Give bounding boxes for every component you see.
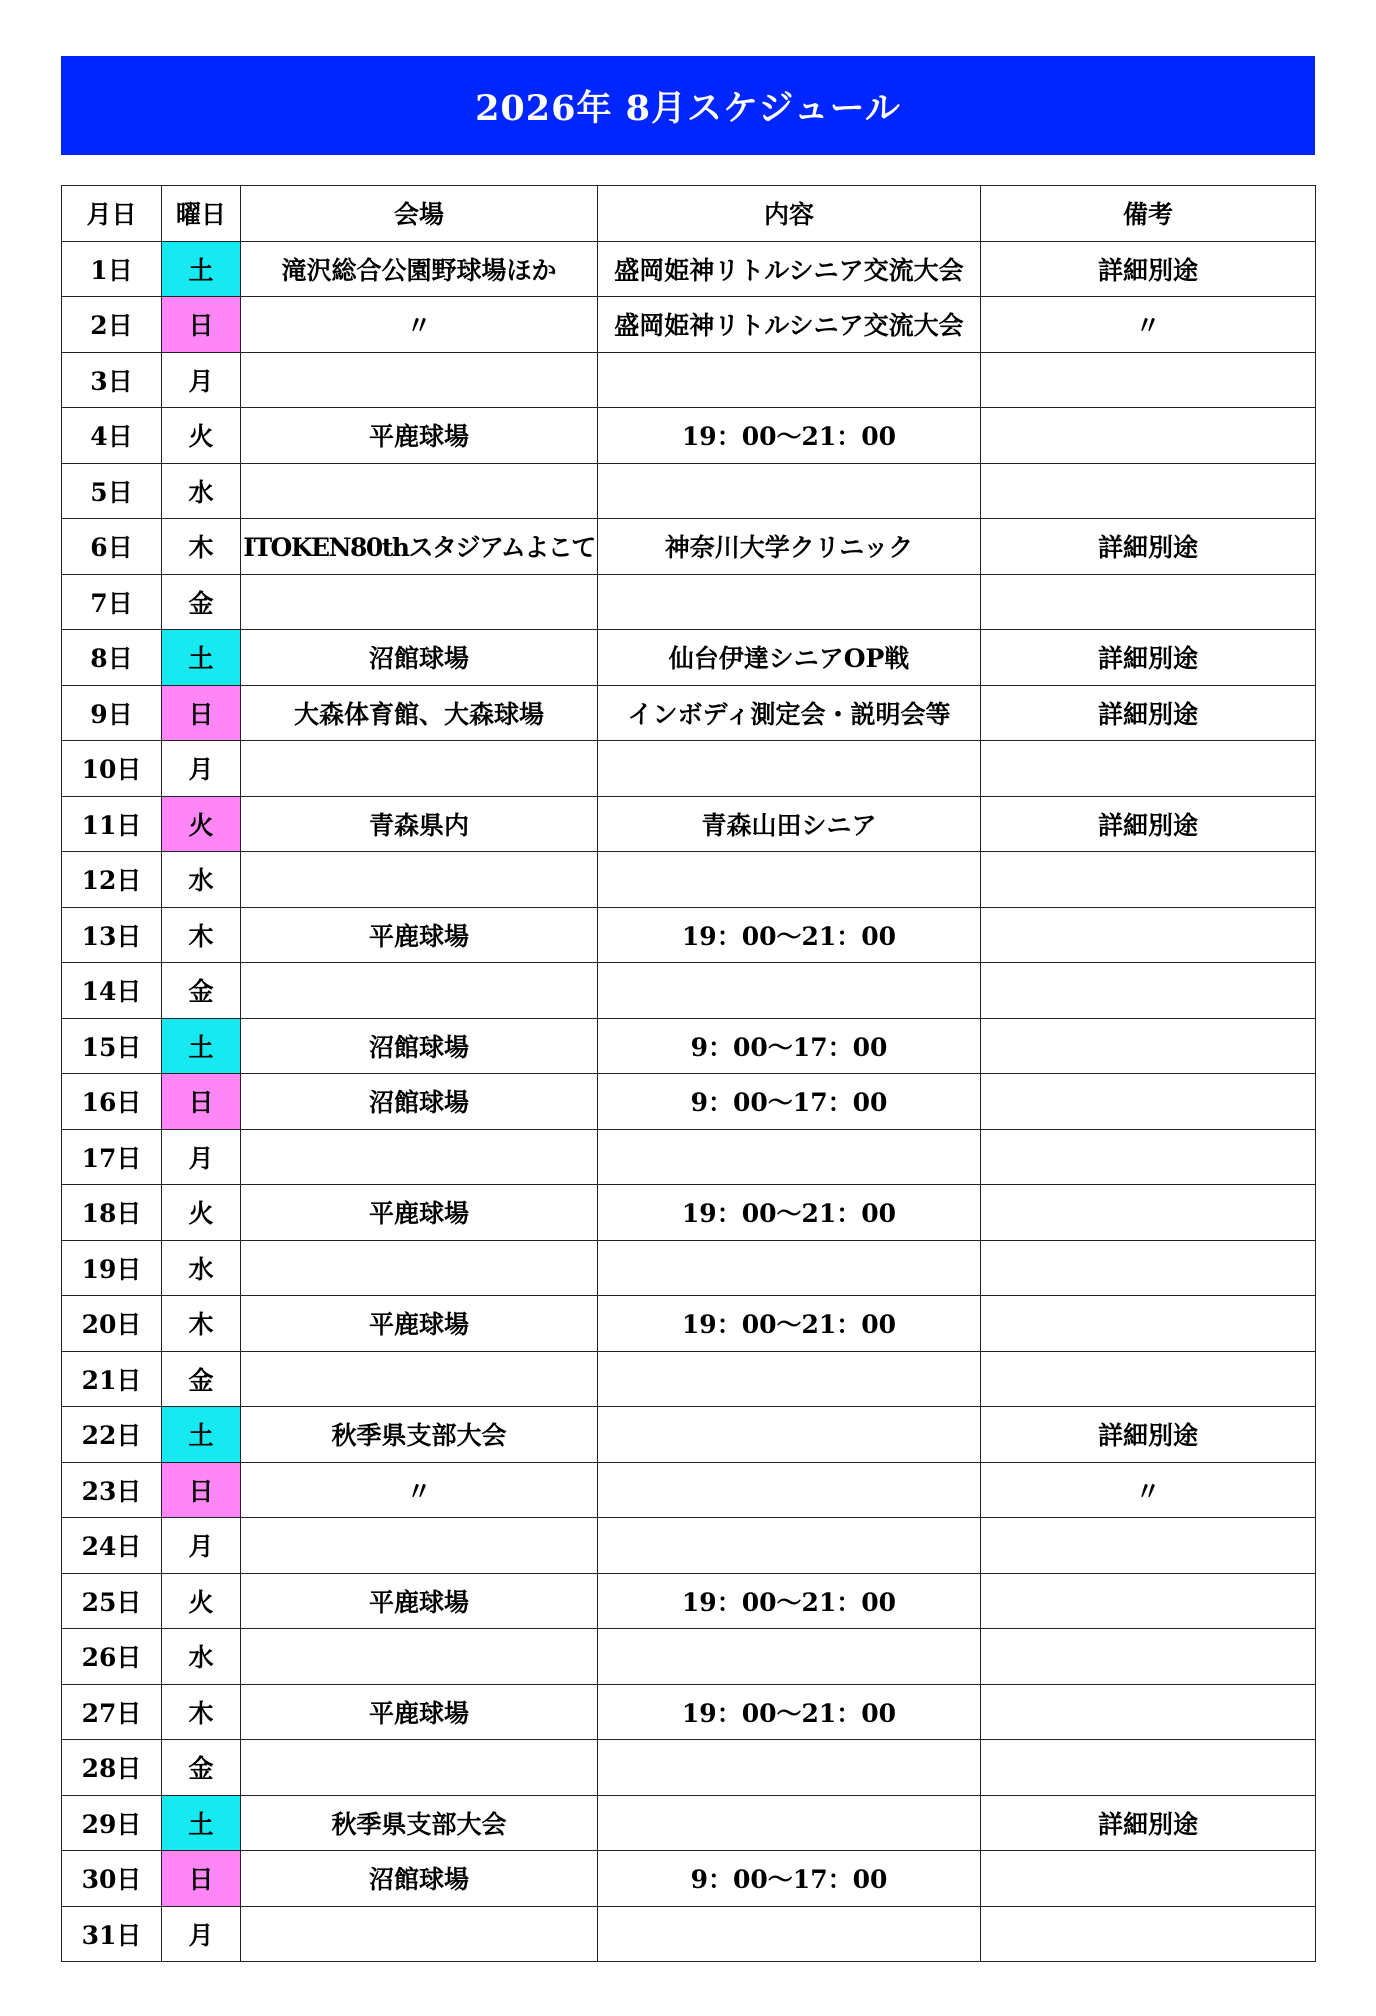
note-cell bbox=[981, 741, 1316, 797]
venue-cell bbox=[241, 463, 598, 519]
date-cell: 3日 bbox=[62, 352, 162, 408]
venue-cell bbox=[241, 1906, 598, 1962]
date-cell: 24日 bbox=[62, 1518, 162, 1574]
table-row bbox=[62, 1351, 1316, 1407]
content-cell: 19：00～21：00 bbox=[598, 1684, 981, 1740]
content-cell bbox=[598, 463, 981, 519]
page-title: 2026年 8月スケジュール bbox=[61, 56, 1315, 155]
note-cell bbox=[981, 1684, 1316, 1740]
venue-cell: 秋季県支部大会 bbox=[241, 1795, 598, 1851]
note-cell bbox=[981, 1629, 1316, 1685]
date-cell: 22日 bbox=[62, 1407, 162, 1463]
note-cell: 詳細別途 bbox=[981, 630, 1316, 686]
note-cell: 詳細別途 bbox=[981, 519, 1316, 575]
table-row bbox=[62, 352, 1316, 408]
day-of-week-cell: 月 bbox=[162, 1518, 241, 1574]
date-cell: 2日 bbox=[62, 297, 162, 353]
venue-cell: 平鹿球場 bbox=[241, 907, 598, 963]
table-row bbox=[62, 963, 1316, 1019]
date-cell: 14日 bbox=[62, 963, 162, 1019]
venue-cell: ITOKEN80thスタジアムよこて bbox=[241, 519, 598, 575]
venue-cell bbox=[241, 574, 598, 630]
date-cell: 12日 bbox=[62, 852, 162, 908]
date-cell: 23日 bbox=[62, 1462, 162, 1518]
date-cell: 18日 bbox=[62, 1185, 162, 1241]
date-cell: 9日 bbox=[62, 685, 162, 741]
date-cell: 15日 bbox=[62, 1018, 162, 1074]
table-row bbox=[62, 852, 1316, 908]
date-cell: 20日 bbox=[62, 1296, 162, 1352]
table-header-row bbox=[62, 186, 1316, 242]
day-of-week-cell: 土 bbox=[162, 630, 241, 686]
note-cell bbox=[981, 1351, 1316, 1407]
note-cell bbox=[981, 1240, 1316, 1296]
day-of-week-cell: 金 bbox=[162, 1740, 241, 1796]
table-row bbox=[62, 630, 1316, 686]
day-of-week-cell: 水 bbox=[162, 1629, 241, 1685]
table-row bbox=[62, 685, 1316, 741]
header-content: 内容 bbox=[598, 186, 981, 242]
table-row bbox=[62, 741, 1316, 797]
day-of-week-cell: 月 bbox=[162, 352, 241, 408]
note-cell: 詳細別途 bbox=[981, 796, 1316, 852]
content-cell: 19：00～21：00 bbox=[598, 1185, 981, 1241]
note-cell bbox=[981, 1851, 1316, 1907]
note-cell bbox=[981, 574, 1316, 630]
content-cell bbox=[598, 1629, 981, 1685]
content-cell: 青森山田シニア bbox=[598, 796, 981, 852]
venue-cell: 沼館球場 bbox=[241, 1851, 598, 1907]
note-cell bbox=[981, 1906, 1316, 1962]
table-row bbox=[62, 1906, 1316, 1962]
table-row bbox=[62, 1851, 1316, 1907]
table-row bbox=[62, 1462, 1316, 1518]
content-cell: 19：00～21：00 bbox=[598, 907, 981, 963]
content-cell bbox=[598, 1906, 981, 1962]
day-of-week-cell: 日 bbox=[162, 685, 241, 741]
day-of-week-cell: 水 bbox=[162, 463, 241, 519]
header-day-of-week: 曜日 bbox=[162, 186, 241, 242]
day-of-week-cell: 金 bbox=[162, 574, 241, 630]
table-row bbox=[62, 1573, 1316, 1629]
date-cell: 17日 bbox=[62, 1129, 162, 1185]
note-cell bbox=[981, 1018, 1316, 1074]
content-cell bbox=[598, 852, 981, 908]
note-cell bbox=[981, 907, 1316, 963]
content-cell bbox=[598, 963, 981, 1019]
day-of-week-cell: 金 bbox=[162, 963, 241, 1019]
venue-cell: 滝沢総合公園野球場ほか bbox=[241, 241, 598, 297]
note-cell: 詳細別途 bbox=[981, 241, 1316, 297]
date-cell: 30日 bbox=[62, 1851, 162, 1907]
day-of-week-cell: 水 bbox=[162, 852, 241, 908]
venue-cell: 平鹿球場 bbox=[241, 1573, 598, 1629]
venue-cell bbox=[241, 741, 598, 797]
content-cell bbox=[598, 1740, 981, 1796]
content-cell: インボディ測定会・説明会等 bbox=[598, 685, 981, 741]
note-cell bbox=[981, 1185, 1316, 1241]
note-cell bbox=[981, 352, 1316, 408]
note-cell bbox=[981, 408, 1316, 464]
venue-cell: 大森体育館、大森球場 bbox=[241, 685, 598, 741]
note-cell: 詳細別途 bbox=[981, 1407, 1316, 1463]
note-cell bbox=[981, 1074, 1316, 1130]
date-cell: 25日 bbox=[62, 1573, 162, 1629]
note-cell bbox=[981, 1518, 1316, 1574]
date-cell: 21日 bbox=[62, 1351, 162, 1407]
date-cell: 13日 bbox=[62, 907, 162, 963]
venue-cell bbox=[241, 963, 598, 1019]
note-cell bbox=[981, 463, 1316, 519]
date-cell: 7日 bbox=[62, 574, 162, 630]
content-cell bbox=[598, 1462, 981, 1518]
day-of-week-cell: 水 bbox=[162, 1240, 241, 1296]
venue-cell: 青森県内 bbox=[241, 796, 598, 852]
day-of-week-cell: 木 bbox=[162, 1684, 241, 1740]
date-cell: 4日 bbox=[62, 408, 162, 464]
venue-cell: 沼館球場 bbox=[241, 630, 598, 686]
table-row bbox=[62, 907, 1316, 963]
content-cell bbox=[598, 1795, 981, 1851]
content-cell: 9：00～17：00 bbox=[598, 1851, 981, 1907]
content-cell: 盛岡姫神リトルシニア交流大会 bbox=[598, 297, 981, 353]
table-row bbox=[62, 1518, 1316, 1574]
day-of-week-cell: 火 bbox=[162, 408, 241, 464]
table-row bbox=[62, 1629, 1316, 1685]
table-row bbox=[62, 241, 1316, 297]
day-of-week-cell: 木 bbox=[162, 907, 241, 963]
note-cell bbox=[981, 1296, 1316, 1352]
content-cell: 9：00～17：00 bbox=[598, 1018, 981, 1074]
date-cell: 1日 bbox=[62, 241, 162, 297]
day-of-week-cell: 土 bbox=[162, 1018, 241, 1074]
content-cell bbox=[598, 1240, 981, 1296]
day-of-week-cell: 月 bbox=[162, 1129, 241, 1185]
note-cell bbox=[981, 1129, 1316, 1185]
venue-cell bbox=[241, 1129, 598, 1185]
table-row bbox=[62, 1296, 1316, 1352]
day-of-week-cell: 木 bbox=[162, 1296, 241, 1352]
schedule-table bbox=[61, 185, 1316, 1962]
table-row bbox=[62, 1240, 1316, 1296]
note-cell: 〃 bbox=[981, 1462, 1316, 1518]
table-row bbox=[62, 1074, 1316, 1130]
table-row bbox=[62, 574, 1316, 630]
note-cell bbox=[981, 852, 1316, 908]
day-of-week-cell: 日 bbox=[162, 1074, 241, 1130]
date-cell: 27日 bbox=[62, 1684, 162, 1740]
header-date: 月日 bbox=[62, 186, 162, 242]
schedule-body bbox=[62, 241, 1316, 1962]
date-cell: 31日 bbox=[62, 1906, 162, 1962]
date-cell: 11日 bbox=[62, 796, 162, 852]
content-cell: 神奈川大学クリニック bbox=[598, 519, 981, 575]
date-cell: 6日 bbox=[62, 519, 162, 575]
note-cell: 詳細別途 bbox=[981, 685, 1316, 741]
venue-cell: 沼館球場 bbox=[241, 1018, 598, 1074]
day-of-week-cell: 火 bbox=[162, 796, 241, 852]
header-note: 備考 bbox=[981, 186, 1316, 242]
date-cell: 28日 bbox=[62, 1740, 162, 1796]
table-row bbox=[62, 408, 1316, 464]
date-cell: 29日 bbox=[62, 1795, 162, 1851]
day-of-week-cell: 土 bbox=[162, 1795, 241, 1851]
table-row bbox=[62, 463, 1316, 519]
venue-cell bbox=[241, 1240, 598, 1296]
venue-cell bbox=[241, 352, 598, 408]
day-of-week-cell: 火 bbox=[162, 1185, 241, 1241]
content-cell: 19：00～21：00 bbox=[598, 408, 981, 464]
header-venue: 会場 bbox=[241, 186, 598, 242]
venue-cell: 平鹿球場 bbox=[241, 1296, 598, 1352]
note-cell bbox=[981, 1740, 1316, 1796]
day-of-week-cell: 日 bbox=[162, 1462, 241, 1518]
table-row bbox=[62, 1684, 1316, 1740]
content-cell bbox=[598, 1407, 981, 1463]
venue-cell bbox=[241, 1740, 598, 1796]
venue-cell bbox=[241, 1629, 598, 1685]
note-cell: 〃 bbox=[981, 297, 1316, 353]
venue-cell bbox=[241, 1351, 598, 1407]
date-cell: 26日 bbox=[62, 1629, 162, 1685]
venue-cell: 平鹿球場 bbox=[241, 1684, 598, 1740]
date-cell: 5日 bbox=[62, 463, 162, 519]
date-cell: 10日 bbox=[62, 741, 162, 797]
date-cell: 16日 bbox=[62, 1074, 162, 1130]
table-row bbox=[62, 1018, 1316, 1074]
content-cell: 仙台伊達シニアOP戦 bbox=[598, 630, 981, 686]
content-cell bbox=[598, 1351, 981, 1407]
day-of-week-cell: 金 bbox=[162, 1351, 241, 1407]
table-row bbox=[62, 519, 1316, 575]
venue-cell: 〃 bbox=[241, 297, 598, 353]
table-row bbox=[62, 1407, 1316, 1463]
day-of-week-cell: 火 bbox=[162, 1573, 241, 1629]
venue-cell bbox=[241, 1518, 598, 1574]
table-row bbox=[62, 1129, 1316, 1185]
date-cell: 8日 bbox=[62, 630, 162, 686]
day-of-week-cell: 日 bbox=[162, 1851, 241, 1907]
note-cell bbox=[981, 963, 1316, 1019]
table-row bbox=[62, 796, 1316, 852]
content-cell bbox=[598, 352, 981, 408]
date-cell: 19日 bbox=[62, 1240, 162, 1296]
day-of-week-cell: 月 bbox=[162, 741, 241, 797]
table-row bbox=[62, 1185, 1316, 1241]
note-cell: 詳細別途 bbox=[981, 1795, 1316, 1851]
venue-cell: 沼館球場 bbox=[241, 1074, 598, 1130]
content-cell bbox=[598, 1129, 981, 1185]
content-cell bbox=[598, 741, 981, 797]
day-of-week-cell: 木 bbox=[162, 519, 241, 575]
note-cell bbox=[981, 1573, 1316, 1629]
venue-cell: 平鹿球場 bbox=[241, 1185, 598, 1241]
content-cell bbox=[598, 1518, 981, 1574]
day-of-week-cell: 土 bbox=[162, 1407, 241, 1463]
day-of-week-cell: 土 bbox=[162, 241, 241, 297]
table-row bbox=[62, 297, 1316, 353]
table-row bbox=[62, 1740, 1316, 1796]
venue-cell: 秋季県支部大会 bbox=[241, 1407, 598, 1463]
content-cell bbox=[598, 574, 981, 630]
venue-cell: 平鹿球場 bbox=[241, 408, 598, 464]
content-cell: 盛岡姫神リトルシニア交流大会 bbox=[598, 241, 981, 297]
content-cell: 19：00～21：00 bbox=[598, 1296, 981, 1352]
content-cell: 9：00～17：00 bbox=[598, 1074, 981, 1130]
venue-cell bbox=[241, 852, 598, 908]
table-row bbox=[62, 1795, 1316, 1851]
day-of-week-cell: 月 bbox=[162, 1906, 241, 1962]
content-cell: 19：00～21：00 bbox=[598, 1573, 981, 1629]
venue-cell: 〃 bbox=[241, 1462, 598, 1518]
day-of-week-cell: 日 bbox=[162, 297, 241, 353]
